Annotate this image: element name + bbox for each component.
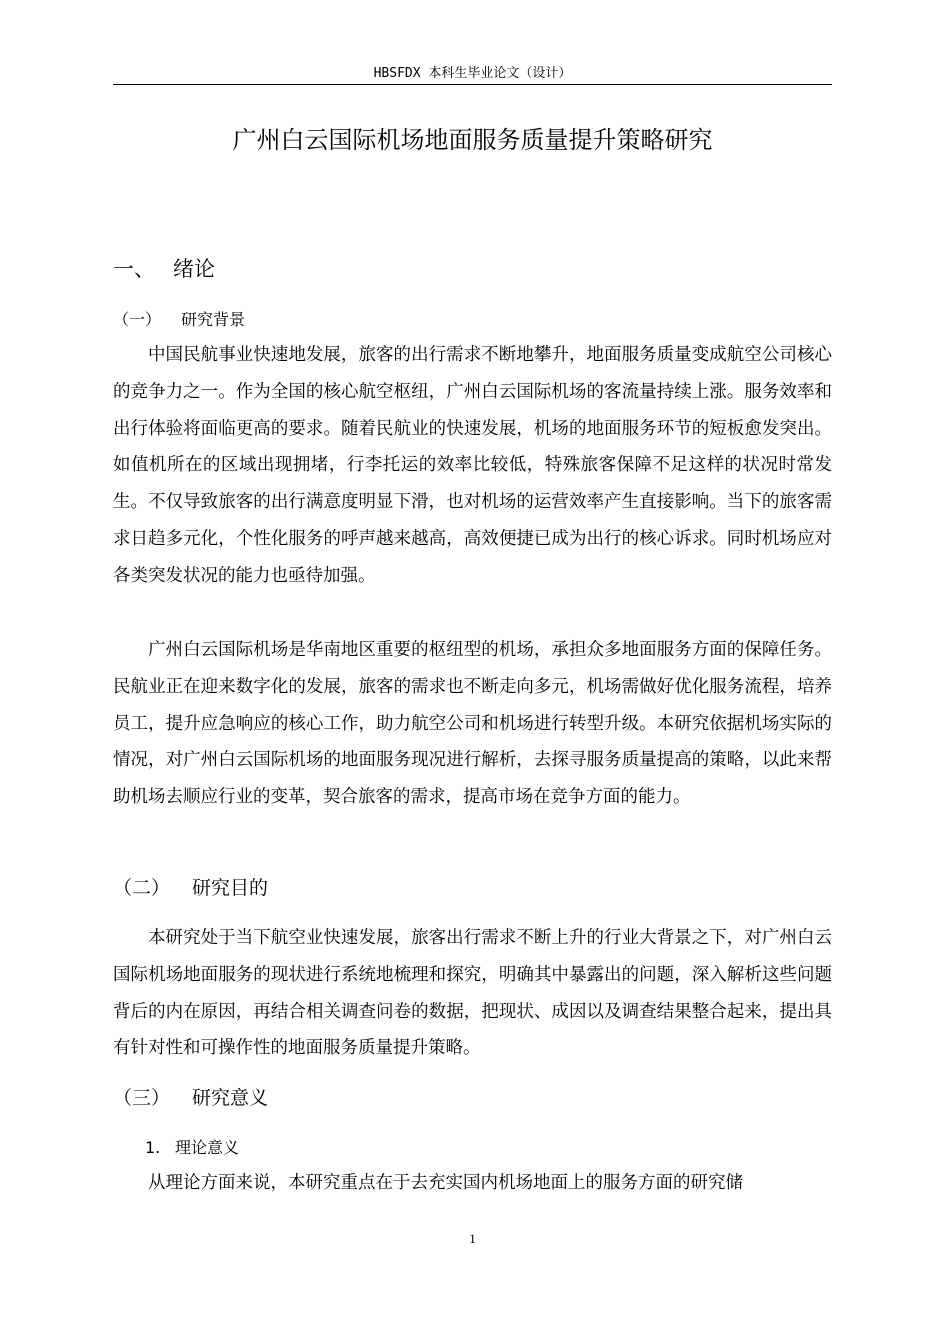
subsection-number: （二）	[113, 877, 171, 899]
header-rule	[113, 84, 832, 85]
subsection-title: 研究意义	[192, 1087, 269, 1109]
subsubsection-number: 1.	[145, 1138, 161, 1157]
section-title: 绪论	[173, 257, 215, 281]
body-paragraph: 广州白云国际机场是华南地区重要的枢纽型的机场，承担众多地面服务方面的保障任务。民航业正在迎来数字化的发展，旅客的需求也不断走向多元，机场需做好优化服务流程，培养员工，提升应急响应的核心工作，助力航空公司和机场进行转型升级。本研究依据机场实际的情况，对广州白云国际机场的地面服务现况进行解析，去探寻服务质量提高的策略，以此来帮助机场去顺应行业的变革，契合旅客的需求，提高市场在竞争方面的能力。	[113, 640, 832, 808]
subsubsection-heading-theoretical	[145, 1134, 239, 1162]
body-paragraph: 从理论方面来说，本研究重点在于去充实国内机场地面上的服务方面的研究储	[148, 1173, 743, 1193]
page-number: 1	[469, 1231, 476, 1246]
subsection-heading-purpose	[113, 871, 268, 905]
subsection-title: 研究背景	[181, 310, 246, 329]
subsection-heading-significance	[113, 1081, 268, 1115]
subsection-number: （一）	[113, 310, 162, 329]
section-heading-introduction	[113, 252, 215, 286]
paper-title: 广州白云国际机场地面服务质量提升策略研究	[232, 126, 713, 154]
body-paragraph: 本研究处于当下航空业快速发展，旅客出行需求不断上升的行业大背景之下，对广州白云国际机场地面服务的现状进行系统地梳理和探究，明确其中暴露出的问题，深入解析这些问题背后的内在原因，再结合相关调查问卷的数据，把现状、成因以及调查结果整合起来，提出具有针对性和可操作性的地面服务质量提升策略。	[113, 928, 832, 1059]
subsection-title: 研究目的	[192, 877, 269, 899]
subsubsection-title: 理论意义	[175, 1138, 240, 1157]
subsection-heading-background	[113, 305, 245, 335]
section-number: 一、	[113, 257, 155, 281]
body-paragraph: 中国民航事业快速地发展，旅客的出行需求不断地攀升，地面服务质量变成航空公司核心的竞争力之一。作为全国的核心航空枢纽，广州白云国际机场的客流量持续上涨。服务效率和出行体验将面临更高的要求。随着民航业的快速发展，机场的地面服务环节的短板愈发突出。如值机所在的区域出现拥堵，行李托运的效率比较低，特殊旅客保障不足这样的状况时常发生。不仅导致旅客的出行满意度明显下滑，也对机场的运营效率产生直接影响。当下的旅客需求日趋多元化，个性化服务的呼声越来越高，高效便捷已成为出行的核心诉求。同时机场应对各类突发状况的能力也亟待加强。	[113, 345, 832, 586]
running-header: HBSFDX 本科生毕业论文（设计）	[373, 66, 572, 81]
subsection-number: （三）	[113, 1087, 171, 1109]
